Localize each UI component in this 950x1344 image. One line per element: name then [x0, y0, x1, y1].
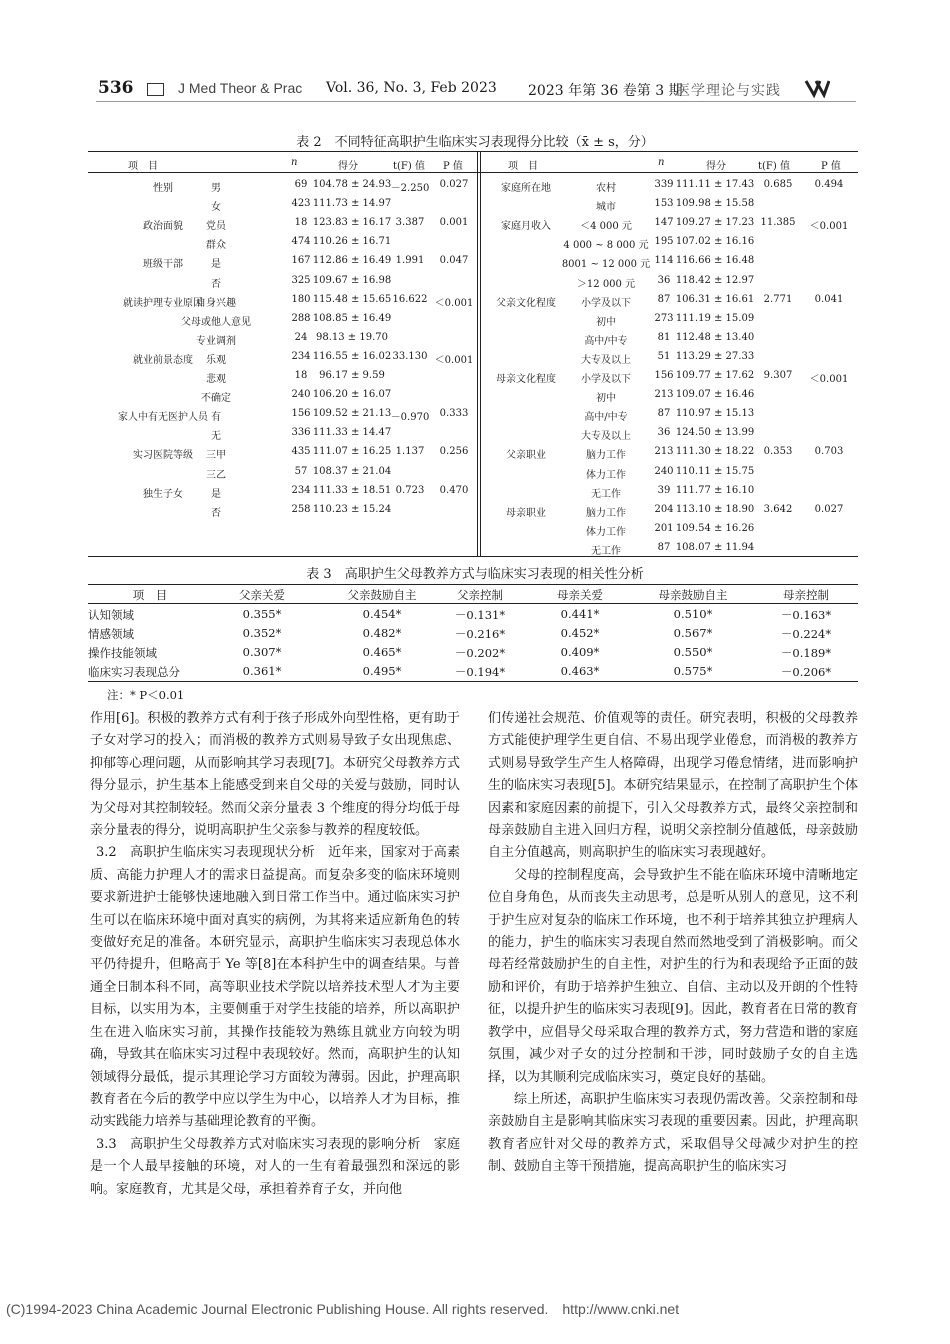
- t2-left-n-cell: 423: [291, 198, 311, 210]
- t2-left-level-cell: 否: [211, 278, 221, 290]
- t2-right-level-cell: ＞12 000 元: [576, 278, 636, 290]
- t2-right-n-cell: 213: [654, 446, 674, 458]
- t2-left-p-cell: 0.470: [439, 484, 469, 496]
- t2-left-score-cell: 109.52 ± 21.13: [312, 408, 392, 420]
- t2-head-item-right: 项 目: [508, 161, 538, 172]
- copyright-footer: (C)1994-2023 China Academic Journal Electronic Publishing House. All rights reserved. http://www.cnki.net: [6, 1301, 680, 1317]
- t3-row-label: 操作技能领域: [88, 646, 157, 660]
- t2-right-level-cell: 8001 ~ 12 000 元: [561, 259, 651, 271]
- t3-value-cell: －0.224*: [780, 627, 832, 641]
- t2-left-level-cell: 乐观: [206, 354, 226, 366]
- t2-head-n-left: n: [291, 157, 298, 168]
- t2-right-n-cell: 240: [654, 465, 674, 477]
- t2-left-level-cell: 无: [211, 431, 221, 443]
- t2-left-p-cell: ＜0.001: [434, 354, 474, 366]
- t2-left-score-cell: 111.33 ± 18.51: [312, 484, 392, 496]
- table3-note: 注：* P＜0.01: [107, 688, 185, 702]
- volume-cn: 2023 年第 36 卷第 3 期: [528, 83, 683, 99]
- table2-bottom-rule: [88, 556, 858, 557]
- t2-right-n-cell: 87: [657, 408, 671, 420]
- t2-right-group-cell: 父亲文化程度: [496, 297, 556, 309]
- t2-right-n-cell: 87: [657, 293, 671, 305]
- t2-right-score-cell: 124.50 ± 13.99: [675, 427, 755, 439]
- t2-left-t-cell: －0.970: [390, 412, 430, 424]
- t2-left-n-cell: 156: [291, 408, 311, 420]
- t2-right-n-cell: 39: [657, 484, 671, 496]
- t2-left-group-cell: 就业前景态度: [133, 354, 193, 366]
- t2-right-score-cell: 108.07 ± 11.94: [675, 541, 755, 553]
- t2-left-t-cell: －2.250: [390, 183, 430, 194]
- t3-header-cell: 父亲关爱: [239, 588, 285, 602]
- t2-left-level-cell: 党员: [206, 221, 226, 233]
- t3-row-label: 临床实习表现总分: [88, 665, 180, 679]
- t2-left-p-cell: 0.001: [439, 217, 469, 229]
- journal-name-cn: 医学理论与实践: [676, 83, 781, 99]
- table2-divider-a: [477, 152, 478, 556]
- body-right-paragraph-2: 父母的控制程度高，会导致护生不能在临床环境中清晰地定位自身角色，从而丧失主动思考，总是听从别人的意见，这不利于护生应对复杂的临床工作环境，也不利于培养其独立护理病人的能力，护生的临床实习表现自然而然地受到了消极影响。而父母若经常鼓励护生的自主性，对护生的行为和表现给予正面的鼓励和评价，有助于培养护生独立、自信、主动以及开朗的个性特征，以提升护生的临床实习表现[9]。因此，教育者在日常的教育教学中，应倡导父母采取合理的教养方式，努力营造和谐的家庭氛围，减少对子女的过分控制和干涉，同时鼓励子女的自主选择，以为其顺利完成临床实习，奠定良好的基础。: [488, 867, 858, 1085]
- t2-right-n-cell: 36: [657, 427, 671, 439]
- table3-header-rule: [88, 603, 858, 604]
- table2-header-rule: [88, 172, 858, 173]
- table3-bottom-rule: [88, 681, 858, 682]
- t2-right-level-cell: 体力工作: [586, 469, 626, 481]
- t3-value-cell: 0.361*: [242, 664, 282, 678]
- t2-right-n-cell: 195: [654, 236, 674, 248]
- t2-left-t-cell: 1.137: [395, 446, 425, 458]
- t2-left-level-cell: 女: [211, 202, 221, 214]
- page-number: 536: [98, 78, 134, 98]
- t2-left-score-cell: 111.33 ± 14.47: [312, 427, 392, 439]
- journal-logo-icon: [804, 78, 830, 98]
- t2-head-t-left: t(F) 值: [393, 161, 425, 172]
- t3-header-cell: 父亲控制: [457, 588, 503, 602]
- t2-right-group-cell: 家庭月收入: [501, 221, 551, 233]
- t2-left-score-cell: 115.48 ± 15.65: [312, 293, 392, 305]
- t2-left-p-cell: 0.333: [439, 408, 469, 420]
- t2-right-p-cell: 0.494: [814, 179, 844, 190]
- t2-left-p-cell: 0.027: [439, 179, 469, 190]
- t2-left-n-cell: 18: [294, 370, 308, 381]
- t2-right-p-cell: ＜0.001: [809, 221, 849, 233]
- t2-left-score-cell: 104.78 ± 24.93: [312, 179, 392, 190]
- t2-right-n-cell: 147: [654, 217, 674, 229]
- t2-right-group-cell: 母亲职业: [506, 507, 546, 519]
- t2-left-score-cell: 108.37 ± 21.04: [312, 465, 392, 477]
- t2-right-score-cell: 112.48 ± 13.40: [675, 331, 755, 343]
- t2-right-n-cell: 153: [654, 198, 674, 210]
- t2-left-score-cell: 116.55 ± 16.02: [312, 350, 392, 362]
- t2-right-score-cell: 109.27 ± 17.23: [675, 217, 755, 229]
- t2-right-t-cell: 3.642: [763, 503, 793, 515]
- t2-right-score-cell: 113.29 ± 27.33: [675, 350, 755, 362]
- t3-value-cell: －0.131*: [454, 608, 506, 622]
- t2-right-group-cell: 父亲职业: [506, 450, 546, 462]
- t2-head-score-left: 得分: [338, 161, 358, 172]
- t3-header-cell: 母亲鼓励自主: [658, 588, 728, 602]
- t2-left-group-cell: 实习医院等级: [133, 450, 193, 462]
- t2-left-score-cell: 111.73 ± 14.97: [312, 198, 392, 210]
- t2-right-score-cell: 109.77 ± 17.62: [675, 370, 755, 381]
- t2-left-score-cell: 96.17 ± 9.59: [319, 370, 385, 381]
- t2-right-level-cell: 无工作: [591, 545, 621, 557]
- t2-right-t-cell: 0.353: [763, 446, 793, 458]
- t2-right-level-cell: 高中/中专: [584, 335, 628, 347]
- t2-right-p-cell: 0.041: [814, 293, 844, 305]
- t2-left-score-cell: 112.86 ± 16.49: [312, 255, 392, 267]
- t2-left-n-cell: 325: [291, 274, 311, 286]
- t2-left-t-cell: 16.622: [392, 293, 428, 305]
- t2-right-p-cell: 0.703: [814, 446, 844, 458]
- t2-left-t-cell: 3.387: [395, 217, 425, 229]
- t2-right-group-cell: 母亲文化程度: [496, 374, 556, 385]
- t3-row-label: 认知领域: [88, 608, 134, 622]
- t2-left-group-cell: 家人中有无医护人员: [118, 412, 208, 424]
- t2-left-n-cell: 240: [291, 389, 311, 401]
- t2-right-level-cell: 脑力工作: [586, 450, 626, 462]
- t2-left-level-cell: 三乙: [206, 469, 226, 481]
- t2-left-level-cell: 专业调剂: [196, 335, 236, 347]
- t2-left-n-cell: 336: [291, 427, 311, 439]
- t2-left-group-cell: 性别: [153, 183, 173, 194]
- body-column-right: [488, 708, 858, 1179]
- t2-right-level-cell: ＜4 000 元: [580, 221, 632, 233]
- t3-value-cell: 0.409*: [560, 645, 600, 659]
- t2-right-level-cell: 体力工作: [586, 526, 626, 538]
- t3-value-cell: －0.189*: [780, 646, 832, 660]
- t2-right-level-cell: 小学及以下: [581, 374, 631, 385]
- t2-left-level-cell: 三甲: [206, 450, 226, 462]
- t2-right-n-cell: 339: [654, 179, 674, 190]
- t2-right-score-cell: 111.19 ± 15.09: [675, 312, 755, 324]
- t2-left-n-cell: 435: [291, 446, 311, 458]
- t2-left-score-cell: 110.26 ± 16.71: [312, 236, 392, 248]
- t2-left-level-cell: 否: [211, 507, 221, 519]
- t2-left-n-cell: 24: [294, 331, 308, 343]
- t2-left-level-cell: 悲观: [206, 374, 226, 385]
- t3-header-cell: 项 目: [132, 588, 168, 602]
- t2-right-n-cell: 51: [657, 350, 671, 362]
- t2-right-score-cell: 109.07 ± 16.46: [675, 389, 755, 401]
- t2-left-score-cell: 106.20 ± 16.07: [312, 389, 392, 401]
- t3-value-cell: 0.452*: [560, 626, 600, 640]
- t2-right-level-cell: 初中: [596, 393, 616, 405]
- t2-right-score-cell: 109.54 ± 16.26: [675, 522, 755, 534]
- t2-left-score-cell: 110.23 ± 15.24: [312, 503, 392, 515]
- t3-value-cell: 0.355*: [242, 607, 282, 621]
- t3-value-cell: 0.463*: [560, 664, 600, 678]
- t3-value-cell: 0.550*: [673, 645, 713, 659]
- t2-right-group-cell: 家庭所在地: [501, 183, 551, 194]
- t2-left-n-cell: 167: [291, 255, 311, 267]
- t2-left-group-cell: 就读护理专业原因: [123, 297, 203, 309]
- t2-left-n-cell: 258: [291, 503, 311, 515]
- t2-right-score-cell: 109.98 ± 15.58: [675, 198, 755, 210]
- table3-title: 表 3 高职护生父母教养方式与临床实习表现的相关性分析: [306, 567, 644, 582]
- t2-right-n-cell: 87: [657, 541, 671, 553]
- body-right-paragraph-3: 综上所述，高职护生临床实习表现仍需改善。父亲控制和母亲鼓励自主是影响其临床实习表现的重要因素。因此，护理高职教育者应针对父母的教养方式，采取倡导父母减少对护生的控制、鼓励自主等干预措施，提高高职护生的临床实习: [488, 1091, 858, 1175]
- table2-title: 表 2 不同特征高职护生临床实习表现得分比较（x̄ ± s，分）: [296, 135, 654, 150]
- t3-value-cell: 0.352*: [242, 626, 282, 640]
- t2-right-n-cell: 81: [657, 331, 671, 343]
- t2-left-t-cell: 0.723: [395, 484, 425, 496]
- t2-left-n-cell: 234: [291, 484, 311, 496]
- t3-header-cell: 母亲关爱: [557, 588, 603, 602]
- t2-left-n-cell: 234: [291, 350, 311, 362]
- t3-value-cell: 0.482*: [362, 626, 402, 640]
- t2-left-n-cell: 57: [294, 465, 308, 477]
- t2-right-level-cell: 无工作: [591, 488, 621, 500]
- t3-value-cell: －0.194*: [454, 665, 506, 679]
- t2-left-n-cell: 474: [291, 236, 311, 248]
- t3-value-cell: －0.202*: [454, 646, 506, 660]
- t2-left-p-cell: ＜0.001: [434, 297, 474, 309]
- t2-right-level-cell: 城市: [596, 202, 616, 214]
- body-column-left: [90, 708, 460, 1201]
- t2-left-score-cell: 111.07 ± 16.25: [312, 446, 392, 458]
- body-left-paragraph-1: 作用[6]。积极的教养方式有利于孩子形成外向型性格，更有助于子女对学习的投入；而消极的教养方式则易导致子女出现焦虑、抑郁等心理问题，从而影响其学习表现[7]。本研究父母教养方式得分显示，护生基本上能感受到来自父母的关爱与鼓励，同时认为父母对其控制较轻。然而父亲分量表 3 个维度的得分均低于母亲分量表的得分，说明高职护生父亲参与教养的程度较低。: [90, 711, 460, 839]
- t2-left-level-cell: 是: [211, 488, 221, 500]
- t2-right-level-cell: 小学及以下: [581, 297, 631, 309]
- t3-value-cell: 0.465*: [362, 645, 402, 659]
- t2-right-score-cell: 107.02 ± 16.16: [675, 236, 755, 248]
- t2-right-t-cell: 11.385: [760, 217, 796, 229]
- t2-head-t-right: t(F) 值: [758, 161, 790, 172]
- t2-right-n-cell: 273: [654, 312, 674, 324]
- t2-right-t-cell: 0.685: [763, 179, 793, 190]
- t2-left-n-cell: 288: [291, 312, 311, 324]
- t3-value-cell: 0.510*: [673, 607, 713, 621]
- t2-right-level-cell: 大专及以上: [581, 431, 631, 443]
- t2-right-p-cell: ＜0.001: [809, 374, 849, 385]
- table2-divider-b: [480, 152, 481, 556]
- t2-left-p-cell: 0.047: [439, 255, 469, 267]
- t3-value-cell: 0.307*: [242, 645, 282, 659]
- t2-left-n-cell: 18: [294, 217, 308, 229]
- t2-left-p-cell: 0.256: [439, 446, 469, 458]
- t2-right-n-cell: 156: [654, 370, 674, 381]
- t3-value-cell: 0.441*: [560, 607, 600, 621]
- t2-right-p-cell: 0.027: [814, 503, 844, 515]
- t2-right-score-cell: 110.97 ± 15.13: [675, 408, 755, 420]
- t3-header-cell: 父亲鼓励自主: [347, 588, 417, 602]
- t2-right-score-cell: 111.11 ± 17.43: [675, 179, 755, 190]
- t2-left-t-cell: 33.130: [392, 350, 428, 362]
- t2-right-level-cell: 初中: [596, 316, 616, 328]
- t2-head-item-left: 项 目: [128, 161, 158, 172]
- t2-left-level-cell: 群众: [206, 240, 226, 252]
- t3-value-cell: 0.454*: [362, 607, 402, 621]
- t3-value-cell: 0.575*: [673, 664, 713, 678]
- t2-left-score-cell: 123.83 ± 16.17: [312, 217, 392, 229]
- t2-left-score-cell: 109.67 ± 16.98: [312, 274, 392, 286]
- t2-right-score-cell: 110.11 ± 15.75: [675, 465, 755, 477]
- t2-left-score-cell: 98.13 ± 19.70: [316, 331, 388, 343]
- t2-right-score-cell: 111.30 ± 18.22: [675, 446, 755, 458]
- t2-right-t-cell: 9.307: [763, 370, 793, 381]
- t2-right-n-cell: 36: [657, 274, 671, 286]
- t2-head-p-left: P 值: [443, 161, 463, 172]
- t2-right-level-cell: 脑力工作: [586, 507, 626, 519]
- t3-value-cell: －0.206*: [780, 665, 832, 679]
- t2-left-level-cell: 父母或他人意见: [181, 316, 251, 328]
- t2-left-level-cell: 是: [211, 259, 221, 271]
- t2-head-score-right: 得分: [706, 161, 726, 172]
- t2-right-n-cell: 201: [654, 522, 674, 534]
- t3-value-cell: －0.163*: [780, 608, 832, 622]
- body-left-paragraph-2: 3.2 高职护生临床实习表现现状分析 近年来，国家对于高素质、高能力护理人才的需求日益提高。而复杂多变的临床环境则要求新进护士能够快速地融入到日常工作当中。通过临床实习护生可以在临床环境中面对真实的病例，为其将来适应新角色的转变做好充足的准备。本研究显示，高职护生临床实习表现总体水平仍待提升，但略高于 Ye 等[8]在本科护生中的调查结果。与普通全日制本科不同，高等职业技术学院以培养技术型人才为主要目标，以实用为本，主要侧重于对学生技能的培养，所以高职护生在进入临床实习前，其操作技能较为熟练且就业方向较为明确，导致其在临床实习过程中表现较好。然而，高职护生的认知领域得分最低，提示其理论学习方面较为薄弱。因此，护理高职教育者在今后的教学中应以学生为中心，以培养人才为目标，推动实践能力培养与基础理论教育的平衡。: [90, 845, 460, 1130]
- t2-head-p-right: P 值: [821, 161, 841, 172]
- t2-right-level-cell: 4 000 ~ 8 000 元: [563, 240, 649, 252]
- t3-row-label: 情感领域: [88, 627, 134, 641]
- table2-top-rule: [88, 151, 858, 152]
- t2-right-score-cell: 111.77 ± 16.10: [675, 484, 755, 496]
- t2-right-n-cell: 204: [654, 503, 674, 515]
- t3-value-cell: 0.495*: [362, 664, 402, 678]
- t2-left-score-cell: 108.85 ± 16.49: [312, 312, 392, 324]
- t2-left-n-cell: 69: [294, 179, 308, 190]
- t2-left-level-cell: 有: [211, 412, 221, 424]
- t2-right-n-cell: 114: [654, 255, 674, 267]
- table3-top-rule: [88, 584, 858, 585]
- t2-right-level-cell: 农村: [596, 183, 616, 194]
- t2-head-n-right: n: [658, 157, 665, 168]
- t3-value-cell: 0.567*: [673, 626, 713, 640]
- t2-left-level-cell: 自身兴趣: [196, 297, 236, 309]
- t2-right-score-cell: 113.10 ± 18.90: [675, 503, 755, 515]
- journal-name-en: J Med Theor & Prac: [178, 80, 303, 96]
- t2-left-level-cell: 不确定: [201, 393, 231, 405]
- body-left-paragraph-3: 3.3 高职护生父母教养方式对临床实习表现的影响分析 家庭是一个人最早接触的环境，对人的一生有着最强烈和深远的影响。家庭教育，尤其是父母，承担着养育子女，并向他: [90, 1136, 460, 1197]
- t3-header-cell: 母亲控制: [783, 588, 829, 602]
- t2-left-t-cell: 1.991: [395, 255, 425, 267]
- t2-right-n-cell: 213: [654, 389, 674, 401]
- t3-value-cell: －0.216*: [454, 627, 506, 641]
- t2-left-group-cell: 班级干部: [143, 259, 183, 271]
- t2-right-score-cell: 106.31 ± 16.61: [675, 293, 755, 305]
- volume-en: Vol. 36, No. 3, Feb 2023: [326, 80, 497, 96]
- t2-right-level-cell: 大专及以上: [581, 354, 631, 366]
- t2-left-group-cell: 独生子女: [143, 488, 183, 500]
- header-rule: [96, 101, 856, 102]
- t2-right-score-cell: 118.42 ± 12.97: [675, 274, 755, 286]
- t2-left-level-cell: 男: [211, 183, 221, 194]
- body-right-paragraph-1: 们传递社会规范、价值观等的责任。研究表明，积极的父母教养方式能使护理学生更自信、不易出现学业倦怠，而消极的教养方式则易导致学生产生人格障碍，出现学习倦怠情绪，进而影响护生的临床实习表现[5]。本研究结果显示，在控制了高职护生个体因素和家庭因素的前提下，引入父母教养方式，最终父亲控制和母亲鼓励自主进入回归方程，说明父亲控制分值越低，母亲鼓励自主分值越高，则高职护生的临床实习表现越好。: [488, 711, 858, 861]
- t2-left-group-cell: 政治面貌: [143, 221, 183, 233]
- t2-right-score-cell: 116.66 ± 16.48: [675, 255, 755, 267]
- t2-left-n-cell: 180: [291, 293, 311, 305]
- t2-right-level-cell: 高中/中专: [584, 412, 628, 424]
- t2-right-t-cell: 2.771: [763, 293, 793, 305]
- header-box-mark: [147, 83, 164, 96]
